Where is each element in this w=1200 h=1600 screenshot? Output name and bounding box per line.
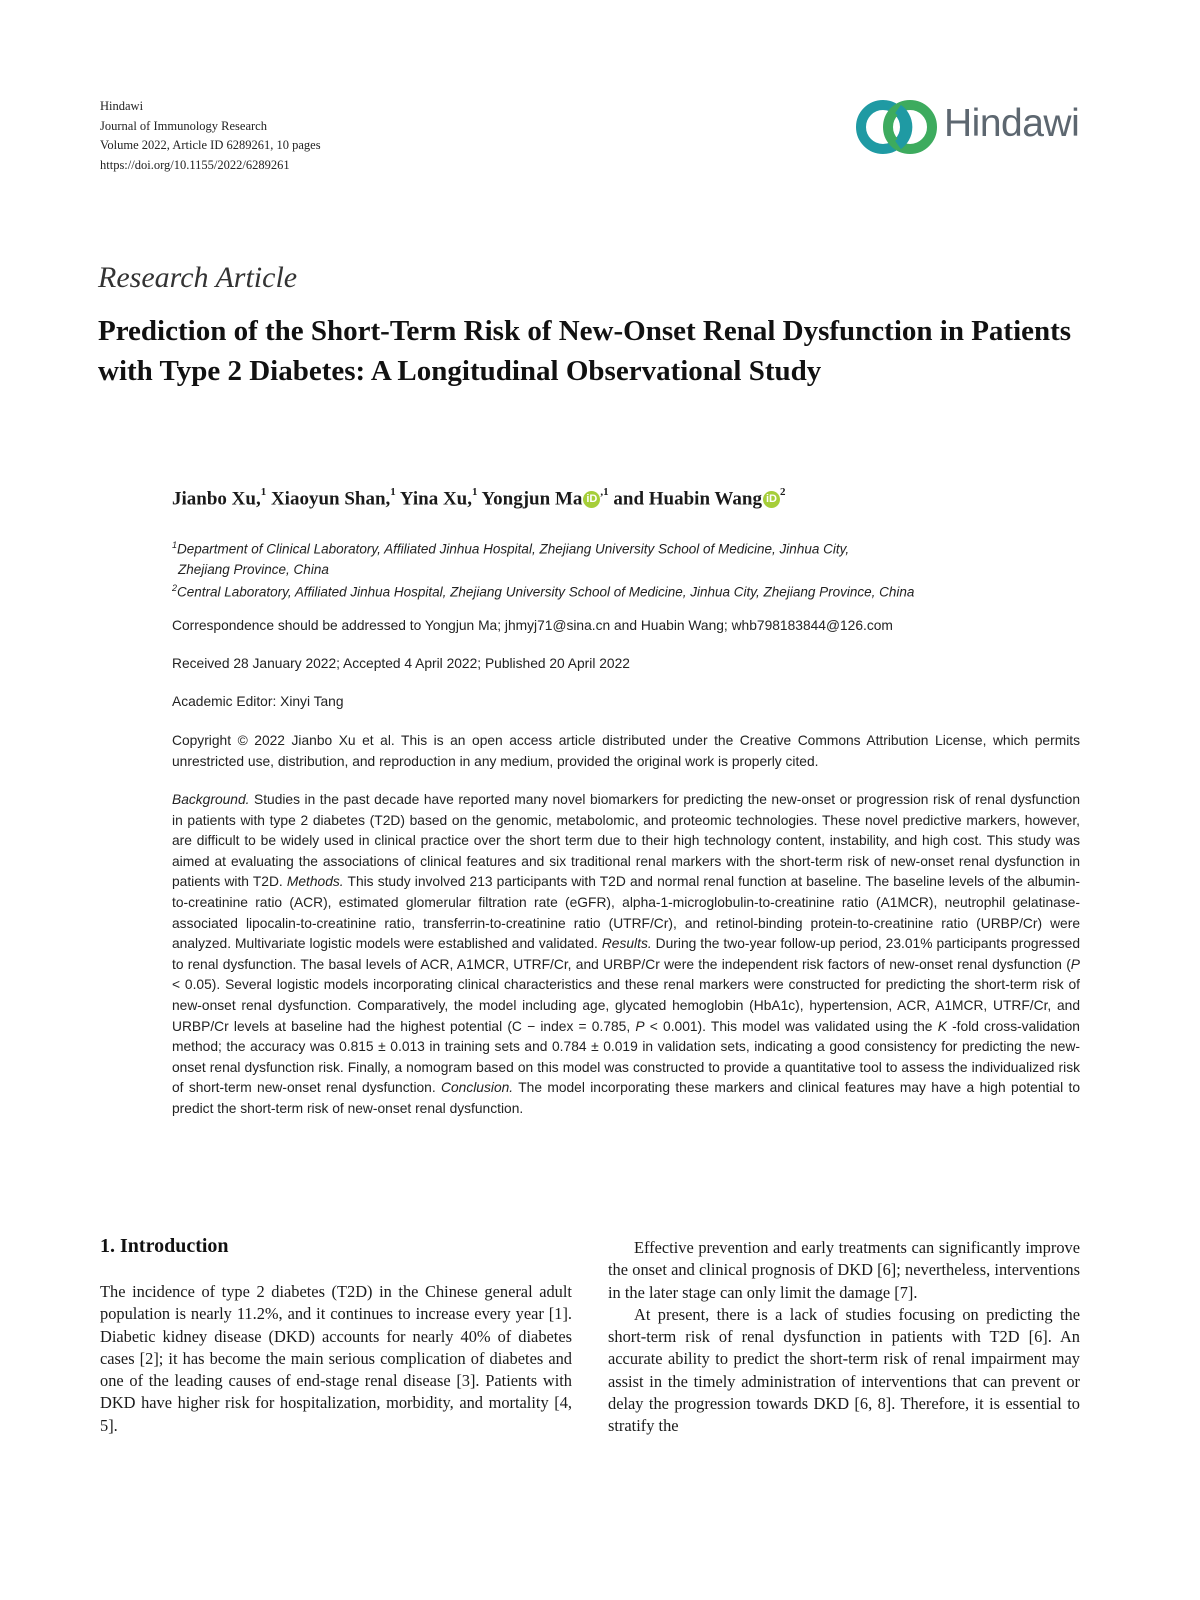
affiliation-number: 2 (172, 583, 178, 593)
author-list (172, 488, 785, 510)
abstract-results-label: Results. (601, 936, 652, 952)
abstract-background: Studies in the past decade have reported many novel biomarkers for predicting the new-onset or progression risk of renal dysfunction in patients with type 2 diabetes (T2D) based on the genomic, metabolomic, and proteomic technologies. These novel predictive markers, however, are difficult to be widely used in clinical practice over the short term due to their high technology content, instability, and high cost. This study was aimed at evaluating the associations of clinical features and six traditional renal markers with the short-term risk of new-onset renal dysfunction in patients with T2D. (172, 792, 1080, 890)
abstract-background-label: Background. (172, 792, 250, 807)
abstract (172, 790, 1080, 1120)
author-affiliation-sup: 2 (779, 486, 786, 498)
doi-link[interactable]: https://doi.org/10.1155/2022/6289261 (100, 157, 290, 172)
volume-info: Volume 2022, Article ID 6289261, 10 pages (100, 138, 321, 152)
author-affiliation-sup: 1 (390, 486, 396, 498)
abstract-conclusion: The model incorporating these markers and clinical features may have a high potential to predict the short-term risk of new-onset renal dysfunction. (172, 1080, 1080, 1116)
journal-header (100, 97, 321, 175)
affiliation-2 (172, 578, 914, 603)
paragraph: At present, there is a lack of studies focusing on predicting the short-term risk of renal dysfunction in patients with T2D [6]. An accurate ability to predict the short-term risk of renal impairment may assist in the timely administration of interventions that can prevent or delay the progression towards DKD [6, 8]. Therefore, it is essential to stratify the (608, 1304, 1080, 1436)
affiliation-text: Department of Clinical Laboratory, Affiliated Jinhua Hospital, Zhejiang University School of Medicine, Jinhua City, (177, 541, 850, 557)
p-symbol: P (635, 1018, 645, 1034)
author-affiliation-sup: ,1 (600, 486, 609, 498)
p-symbol: P (1070, 956, 1080, 972)
affiliation-text: Central Laboratory, Affiliated Jinhua Hospital, Zhejiang University School of Medicine, Jinhua City, Zhejiang Province, China (177, 584, 915, 600)
author-name[interactable]: Yongjun Ma (481, 488, 583, 510)
copyright-notice: Copyright © 2022 Jianbo Xu et al. This is an open access article distributed under the Creative Commons Attribution License, which permits unrestricted use, distribution, and reproduction in any medium, provided the original work is properly cited. (172, 733, 1080, 769)
hindawi-logo (853, 96, 1083, 158)
paragraph: The incidence of type 2 diabetes (T2D) in the Chinese general adult population is nearly 11.2%, and it continues to increase every year [1]. Diabetic kidney disease (DKD) accounts for nearly 40% of diabetes cases [2]; it has become the main serious complication of diabetes and one of the leading causes of end-stage renal disease [3]. Patients with DKD have higher risk for hospitalization, morbidity, and mortality [4, 5]. (100, 1282, 572, 1435)
abstract-results: < 0.05). Several logistic models incorporating clinical characteristics and these renal markers were constructed for predicting the short-term risk of new-onset renal dysfunction. Comparatively, the model including age, glycated hemoglobin (HbA1c), hypertension, ACR, A1MCR, UTRF/Cr, and URBP/Cr levels at baseline had the highest potential (C − index = 0.785, (172, 977, 1080, 1034)
abstract-methods-label: Methods. (286, 874, 344, 890)
section-heading-introduction: 1. Introduction (100, 1235, 229, 1257)
body-column-right (608, 1237, 1080, 1438)
logo-wordmark: Hindawi (944, 102, 1080, 145)
author-name[interactable]: Xiaoyun Shan, (270, 488, 391, 510)
correspondence: Correspondence should be addressed to Yongjun Ma; jhmyj71@sina.cn and Huabin Wang; whb798183844@126.com (172, 618, 893, 633)
article-title: Prediction of the Short-Term Risk of New-Onset Renal Dysfunction in Patients with Type 2 Diabetes: A Longitudinal Observational Study (98, 315, 1072, 387)
orcid-icon[interactable]: iD (763, 491, 780, 508)
affiliation-number: 1 (172, 540, 178, 550)
paragraph: Effective prevention and early treatments can significantly improve the onset and clinical prognosis of DKD [6]; nevertheless, interventions in the later stage can only limit the damage [7]. (608, 1238, 1080, 1302)
author-affiliation-sup: 1 (260, 486, 267, 498)
abstract-conclusion-label: Conclusion. (441, 1080, 514, 1096)
abstract-results: < 0.001). This model was validated using the (644, 1018, 938, 1034)
academic-editor: Academic Editor: Xinyi Tang (172, 694, 344, 709)
k-symbol: K (937, 1018, 947, 1034)
abstract-methods: This study involved 213 participants with T2D and normal renal function at baseline. The baseline levels of the albumin-to-creatinine ratio (ACR), estimated glomerular filtration rate (eGFR), alpha-1-microglobulin-to-creatinine ratio (A1MCR), neutrophil gelatinase-associated lipocalin-to-creatinine ratio, transferrin-to-creatinine ratio (UTRF/Cr), and retinol-binding protein-to-creatinine ratio (URBP/Cr) were analyzed. Multivariate logistic models were established and validated. (172, 874, 1080, 952)
article-type: Research Article (98, 261, 298, 294)
publication-dates: Received 28 January 2022; Accepted 4 April 2022; Published 20 April 2022 (172, 656, 630, 671)
publisher-name: Hindawi (100, 99, 144, 113)
abstract-results: -fold cross-validation method; the accuracy was 0.815 ± 0.013 in training sets and 0.784 ± 0.019 in validation sets, indicating a good consistency for predicting the new-onset renal dysfunction risk. Finally, a nomogram based on this model was constructed to provide a quantitative tool to assess the individualized risk of short-term new-onset renal dysfunction. (172, 1018, 1080, 1096)
author-name[interactable]: Jianbo Xu, (172, 488, 261, 510)
author-name[interactable]: and Huabin Wang (613, 488, 762, 510)
body-column-left (100, 1281, 572, 1437)
author-name[interactable]: Yina Xu, (399, 488, 472, 510)
author-affiliation-sup: 1 (472, 486, 478, 498)
abstract-results: During the two-year follow-up period, 23.01% participants progressed to renal dysfunction. The basal levels of ACR, A1MCR, UTRF/Cr, and URBP/Cr were the independent risk factors of new-onset renal dysfunction ( (172, 936, 1080, 972)
journal-name: Journal of Immunology Research (100, 118, 267, 133)
orcid-icon[interactable]: iD (583, 491, 600, 508)
affiliation-1 (172, 535, 849, 580)
hindawi-logo-icon (853, 96, 943, 158)
affiliation-text-continued: Zhejiang Province, China (178, 561, 329, 577)
